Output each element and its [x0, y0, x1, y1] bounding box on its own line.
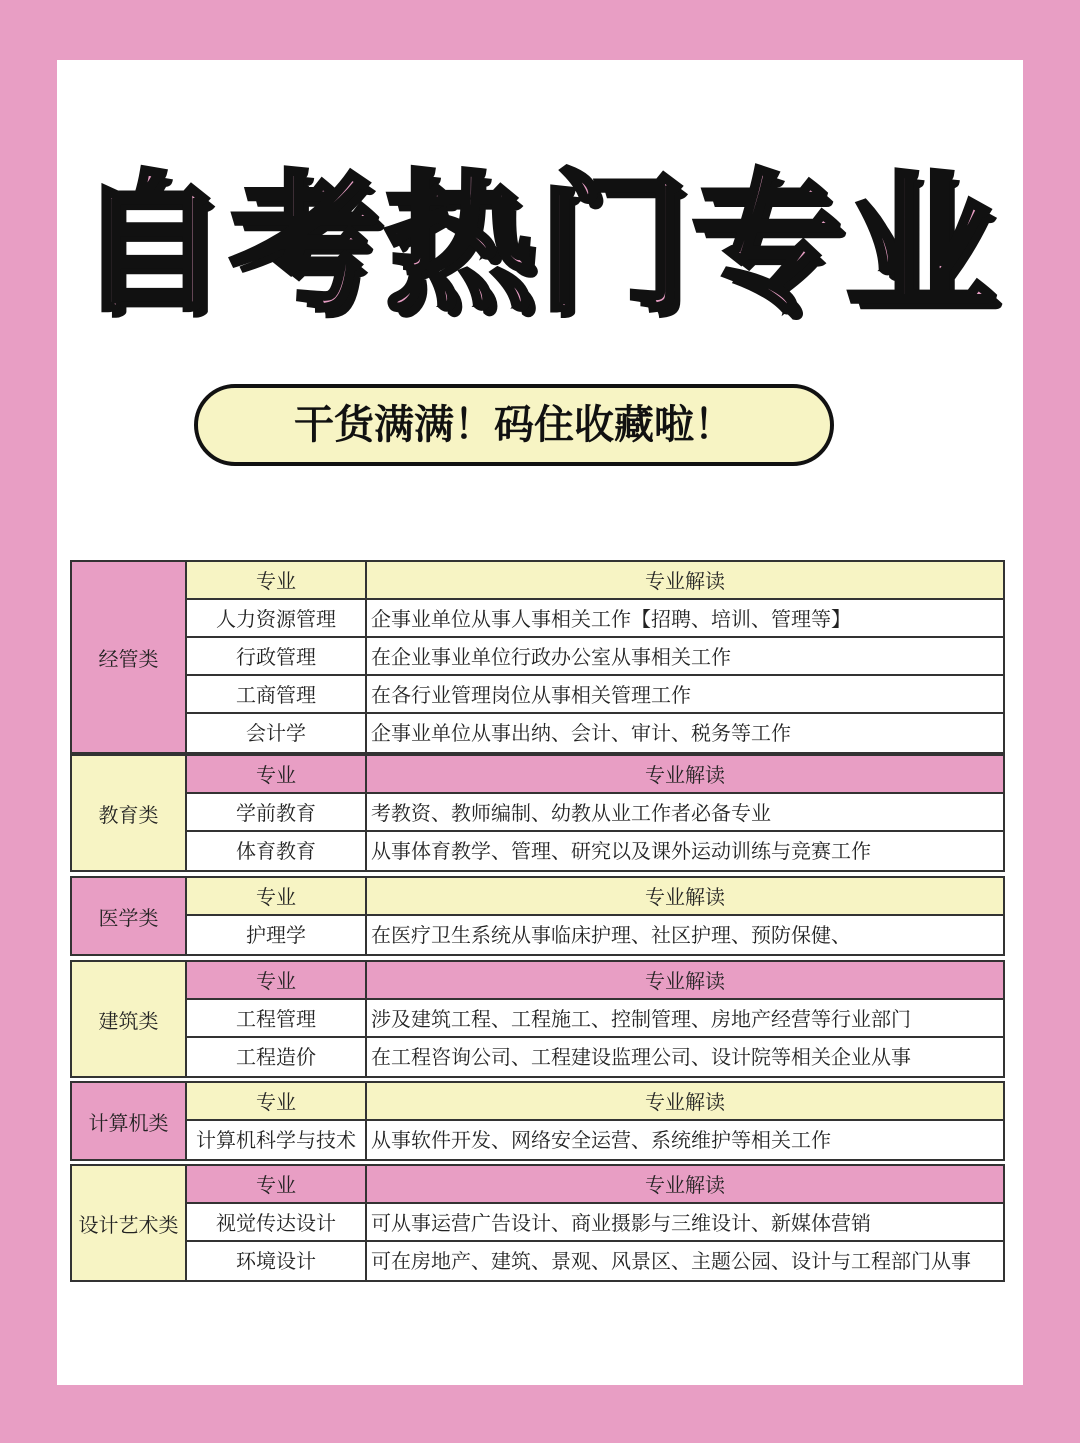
major-cell: 行政管理	[187, 638, 367, 676]
major-cell: 计算机科学与技术	[187, 1121, 367, 1159]
category-label: 计算机类	[72, 1083, 187, 1159]
desc-cell: 可在房地产、建筑、景观、风景区、主题公园、设计与工程部门从事	[371, 1249, 971, 1273]
table-group-architecture	[70, 960, 1005, 1078]
category-label: 经管类	[72, 562, 187, 752]
subtitle-banner: 干货满满！码住收藏啦！	[194, 384, 834, 466]
header-major: 专业	[187, 878, 367, 916]
category-label: 医学类	[72, 878, 187, 954]
major-cell: 工商管理	[187, 676, 367, 714]
table-group-design	[70, 1164, 1005, 1282]
table-group-medicine	[70, 876, 1005, 956]
desc-cell: 考教资、教师编制、幼教从业工作者必备专业	[367, 794, 1003, 832]
desc-cell: 涉及建筑工程、工程施工、控制管理、房地产经营等行业部门	[367, 1000, 1003, 1038]
desc-cell: 在医疗卫生系统从事临床护理、社区护理、预防保健、	[371, 923, 851, 947]
category-label: 教育类	[72, 756, 187, 870]
major-cell: 环境设计	[187, 1242, 367, 1280]
table-group-management	[70, 560, 1005, 754]
desc-cell: 企事业单位从事出纳、会计、审计、税务等工作	[371, 721, 791, 745]
major-cell: 视觉传达设计	[187, 1204, 367, 1242]
table-group-education	[70, 754, 1005, 872]
desc-cell: 从事体育教学、管理、研究以及课外运动训练与竞赛工作	[371, 839, 871, 863]
major-cell: 学前教育	[187, 794, 367, 832]
header-desc: 专业解读	[367, 962, 1003, 1000]
category-label: 设计艺术类	[72, 1166, 187, 1280]
desc-cell: 在各行业管理岗位从事相关管理工作	[367, 676, 1003, 714]
major-cell: 工程管理	[187, 1000, 367, 1038]
desc-cell: 可从事运营广告设计、商业摄影与三维设计、新媒体营销	[367, 1204, 1003, 1242]
major-cell: 人力资源管理	[187, 600, 367, 638]
desc-cell: 在企业事业单位行政办公室从事相关工作	[367, 638, 1003, 676]
desc-cell: 从事软件开发、网络安全运营、系统维护等相关工作	[371, 1128, 831, 1152]
header-major: 专业	[187, 1166, 367, 1204]
major-cell: 会计学	[187, 714, 367, 752]
header-major: 专业	[187, 1083, 367, 1121]
header-major: 专业	[187, 562, 367, 600]
desc-cell: 企事业单位从事人事相关工作【招聘、培训、管理等】	[367, 600, 1003, 638]
category-label: 建筑类	[72, 962, 187, 1076]
header-desc: 专业解读	[367, 1083, 1003, 1121]
major-cell: 护理学	[187, 916, 367, 954]
header-desc: 专业解读	[367, 1166, 1003, 1204]
major-cell: 工程造价	[187, 1038, 367, 1076]
page-title: 自考热门专业	[76, 158, 1001, 332]
major-cell: 体育教育	[187, 832, 367, 870]
desc-cell: 在工程咨询公司、工程建设监理公司、设计院等相关企业从事	[371, 1045, 911, 1069]
header-desc: 专业解读	[367, 878, 1003, 916]
table-group-computer	[70, 1081, 1005, 1161]
header-major: 专业	[187, 756, 367, 794]
header-major: 专业	[187, 962, 367, 1000]
header-desc: 专业解读	[367, 562, 1003, 600]
header-desc: 专业解读	[367, 756, 1003, 794]
